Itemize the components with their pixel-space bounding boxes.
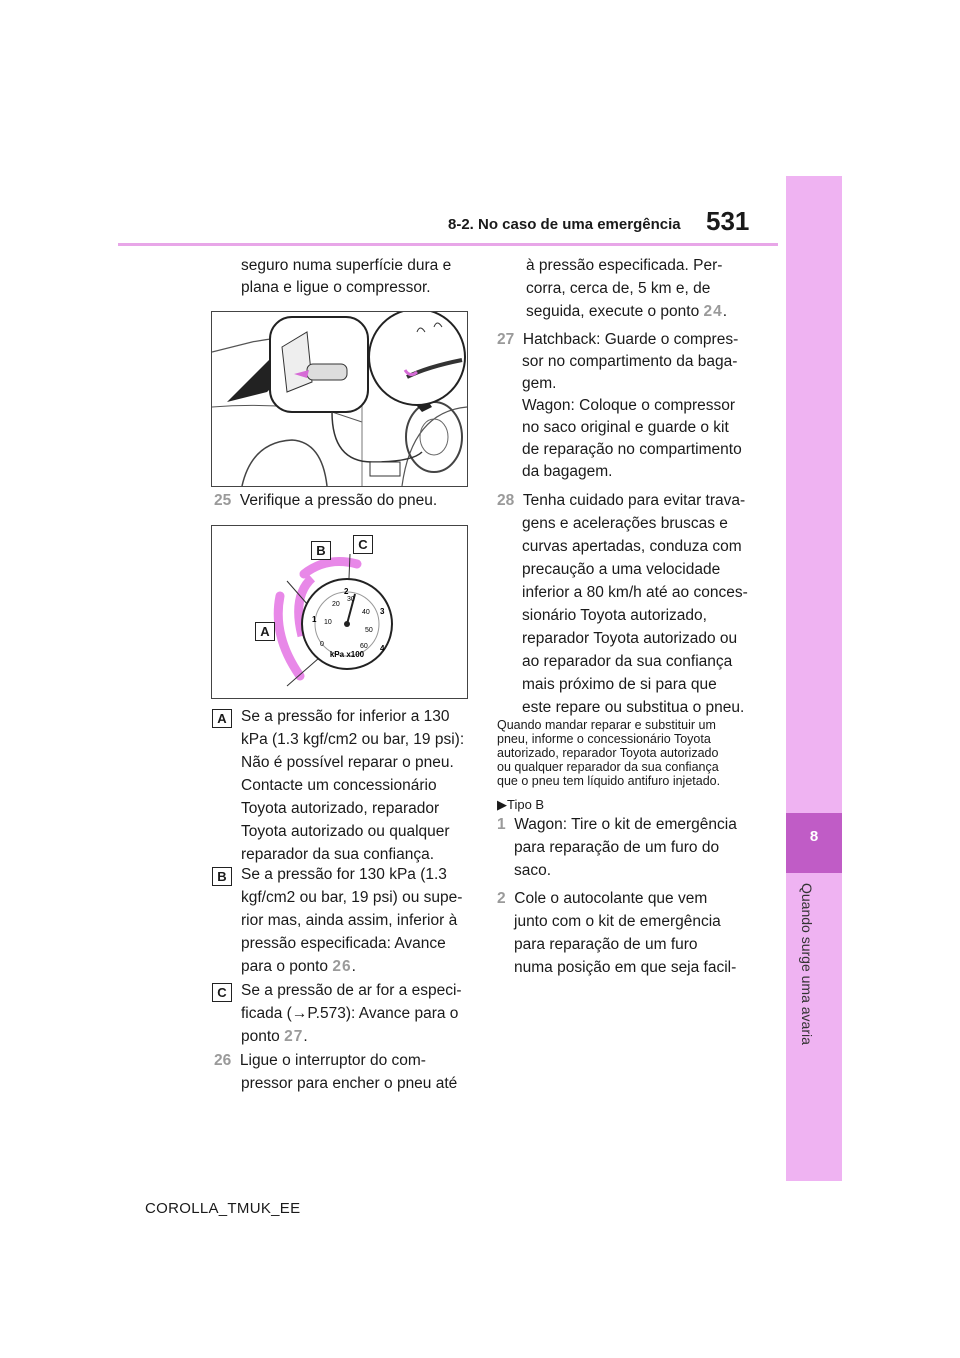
gauge-label-c: C [353,535,373,554]
step-25-text: Verifique a pressão do pneu. [239,492,438,509]
step-b1-number: 1 [497,816,506,833]
step-26-line-1: Ligue o interruptor do com- [239,1052,426,1069]
step-27-line-4: Wagon: Coloque o compressor [522,397,736,414]
c-line-3-period: . [303,1028,308,1045]
step-27-number: 27 [497,331,515,348]
label-b: B [212,867,232,886]
note-line-1: Quando mandar reparar e substituir um [497,718,716,732]
gauge-tick: 50 [365,627,373,634]
gauge-tick: 0 [320,641,324,648]
step-28-line-5: inferior a 80 km/h até ao conces- [522,584,748,601]
step-28 [497,490,745,512]
step-b1 [497,814,737,836]
compressor-drawing [212,312,467,486]
a-line-3: Não é possível reparar o pneu. [241,754,454,771]
b-line-5 [241,956,356,978]
step-27-line-6: de reparação no compartimento [522,441,742,458]
step-28-line-2: gens e acelerações bruscas e [522,515,728,532]
c-line-2: ficada (→P.573): Avance para o [241,1005,459,1022]
c-line-3 [241,1026,308,1048]
step-b2 [497,888,707,910]
c-line-3-text: ponto [241,1028,280,1045]
step-28-line-1: Tenha cuidado para evitar trava- [522,492,746,509]
step-b1-line-3: saco. [514,862,552,879]
header-rule [118,243,778,246]
a-line-7: reparador da sua confiança. [241,846,435,863]
b-line-2: kgf/cm2 ou bar, 19 psi) ou supe- [241,889,463,906]
step-27-line-7: da bagagem. [522,463,613,480]
r-line-3-text: seguida, execute o ponto [526,303,700,320]
gauge-outer-tick: 3 [380,607,385,616]
r-line-3 [526,301,727,323]
gauge-outer-tick: 4 [380,644,385,653]
step-b2-line-1: Cole o autocolante que vem [514,890,708,907]
a-line-2: kPa (1.3 kgf/cm2 ou bar, 19 psi): [241,731,465,748]
step-27-line-1: Hatchback: Guarde o compres- [522,331,739,348]
r-line-1: à pressão especificada. Per- [526,257,723,274]
tipo-b-heading: ▶Tipo B [497,797,545,812]
chapter-number: 8 [809,828,819,845]
b-line-3: rior mas, ainda assim, inferior à [241,912,458,929]
gauge-tick: 30 [347,596,355,603]
gauge-unit: kPa x100 [329,650,365,659]
step-28-line-4: precaução a uma velocidade [522,561,721,578]
ref-step-26[interactable]: 26 [332,958,352,975]
step-25 [214,490,437,512]
intro-line-2: plana e ligue o compressor. [241,279,431,296]
section-title: 8-2. No caso de uma emergência [448,216,681,233]
step-26-number: 26 [214,1052,232,1069]
note-line-5: que o pneu tem líquido antifuro injetado. [497,774,721,788]
intro-line-1: seguro numa superfície dura e [241,257,452,274]
a-line-1: Se a pressão for inferior a 130 [241,708,450,725]
step-27-line-5: no saco original e guarde o kit [522,419,729,436]
r-line-3-period: . [722,303,728,320]
step-26 [214,1050,426,1072]
gauge-outer-tick: 2 [344,587,349,596]
gauge-tick: 40 [362,609,370,616]
note-line-3: autorizado, reparador Toyota autorizado [497,746,719,760]
step-28-line-9: mais próximo de si para que [522,676,717,693]
step-b1-line-2: para reparação de um furo do [514,839,720,856]
a-line-5: Toyota autorizado, reparador [241,800,440,817]
step-27-line-2: sor no compartimento da baga- [522,353,738,370]
label-c: C [212,983,232,1002]
step-b1-line-1: Wagon: Tire o kit de emergência [514,816,737,833]
b-line-1: Se a pressão for 130 kPa (1.3 [241,866,447,883]
compressor-illustration [211,311,468,487]
gauge-label-a: A [255,622,275,641]
b-line-5-text: para o ponto [241,958,329,975]
note-line-2: pneu, informe o concessionário Toyota [497,732,711,746]
gauge-tick: 20 [332,601,340,608]
step-27 [497,329,738,351]
step-28-line-7: reparador Toyota autorizado ou [522,630,738,647]
step-25-number: 25 [214,492,232,509]
r-line-2: corra, cerca de, 5 km e, de [526,280,711,297]
gauge-tick: 60 [360,643,368,650]
step-b2-number: 2 [497,890,506,907]
step-27-line-3: gem. [522,375,557,392]
step-b2-line-4: numa posição em que seja facil- [514,959,737,976]
gauge-outer-tick: 1 [312,615,317,624]
label-a: A [212,709,232,728]
footer-code: COROLLA_TMUK_EE [145,1200,301,1217]
pressure-gauge-illustration [211,525,468,699]
gauge-label-b: B [311,541,331,560]
a-line-4: Contacte um concessionário [241,777,437,794]
b-line-5-period: . [351,958,356,975]
step-28-number: 28 [497,492,515,509]
step-28-line-10: este repare ou substitua o pneu. [522,699,745,716]
step-b2-line-3: para reparação de um furo [514,936,698,953]
step-28-line-6: sionário Toyota autorizado, [522,607,707,624]
step-b2-line-2: junto com o kit de emergência [514,913,721,930]
c-line-1: Se a pressão de ar for a especi- [241,982,462,999]
gauge-tick: 10 [324,619,332,626]
ref-step-24[interactable]: 24 [703,303,723,320]
step-28-line-8: ao reparador da sua confiança [522,653,733,670]
chapter-label: Quando surge uma avaria [799,883,815,1045]
gauge-drawing [212,526,467,698]
b-line-4: pressão especificada: Avance [241,935,446,952]
note-line-4: ou qualquer reparador da sua confiança [497,760,719,774]
step-26-line-2: pressor para encher o pneu até [241,1075,458,1092]
step-28-line-3: curvas apertadas, conduza com [522,538,742,555]
ref-step-27[interactable]: 27 [284,1028,304,1045]
page-number: 531 [706,206,750,236]
a-line-6: Toyota autorizado ou qualquer [241,823,450,840]
